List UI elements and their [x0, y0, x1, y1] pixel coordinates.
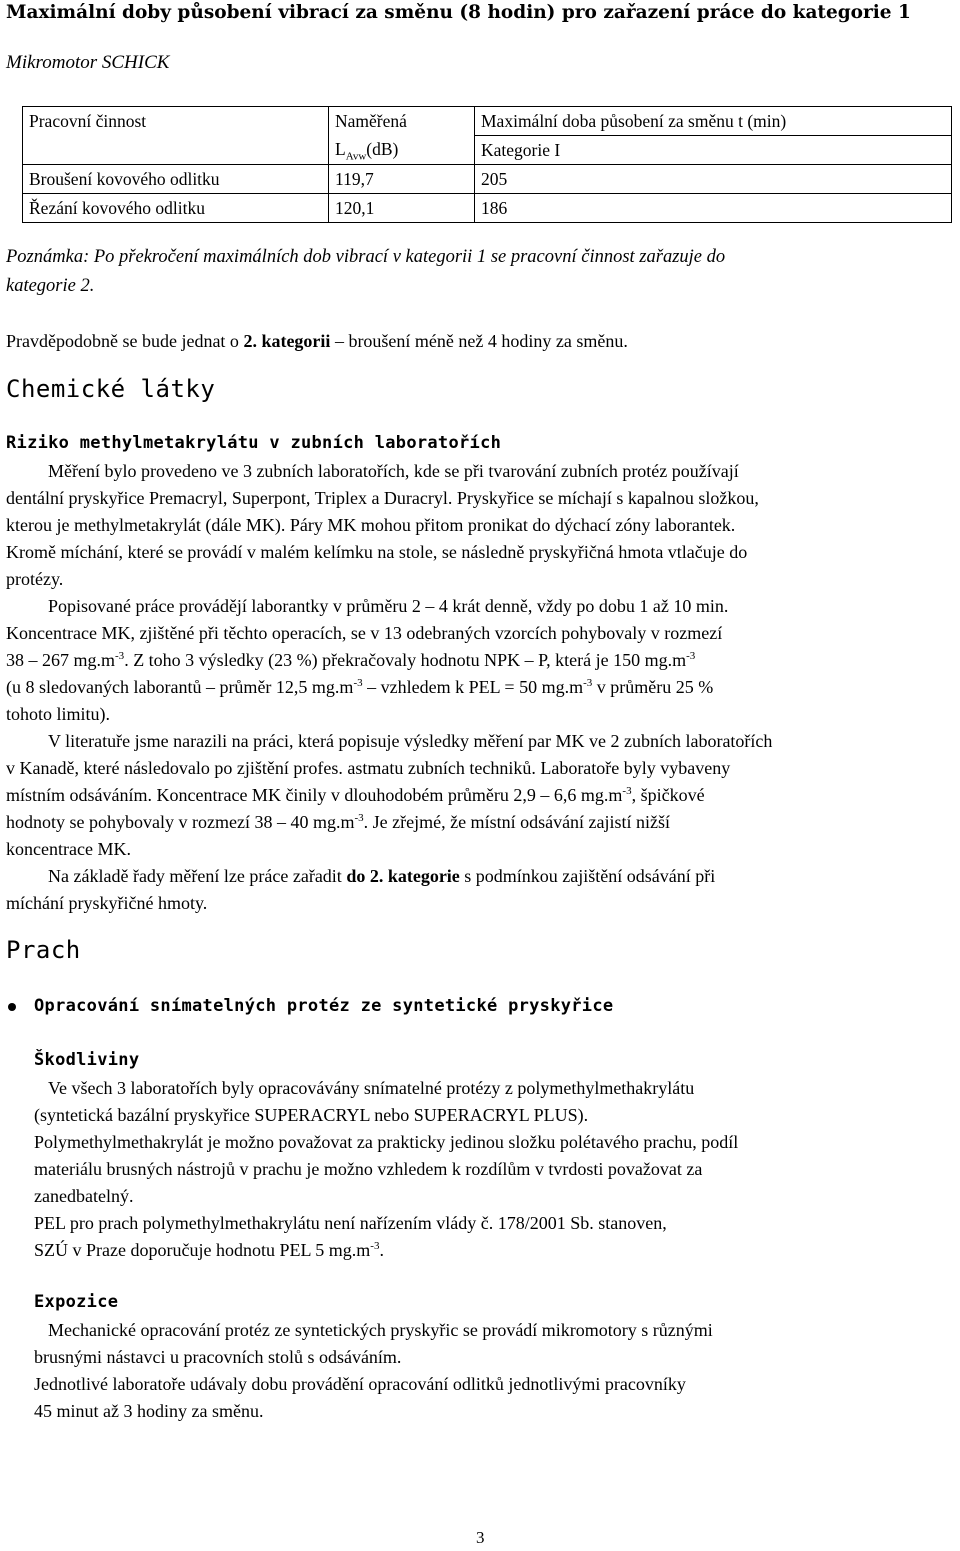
table-row	[23, 165, 952, 194]
cell-activity: Řezání kovového odlitku	[23, 194, 329, 223]
page-number: 3	[476, 1528, 485, 1547]
note-line-2: kategorie 2.	[6, 276, 95, 296]
conclusion-line: Na základě řady měření lze práce zařadit do 2. kategorie s podmínkou zajištění odsávání při	[48, 866, 716, 886]
chem-line: 38 – 267 $mg.m^{-3}$. Z toho 3 výsledky (23 %) překračovaly hodnotu NPK – P, která je 150 $mg.m^{-3}$	[6, 650, 696, 670]
literature-line: V literatuře jsme narazili na práci, která popisuje výsledky měření par MK ve 2 zubních laboratořích	[48, 731, 773, 751]
vibration-table	[22, 106, 952, 223]
chem-line: (u 8 sledovaných laborantů – průměr 12,5 $mg.m^{-3}$ – vzhledem k PEL = 50 $mg.m^{-3}$ v průměru 25 %	[6, 677, 714, 697]
substances-line: Ve všech 3 laboratořích byly opracovávány snímatelné protézy z polymethylmethakrylátu	[48, 1078, 695, 1098]
literature-line: místním odsáváním. Koncentrace MK činily v dlouhodobém průměru 2,9 – 6,6 $mg.m^{-3}$, špičkové	[6, 785, 705, 805]
cell-time: 186	[475, 194, 952, 223]
literature-line: hodnoty se pohybovaly v rozmezí 38 – 40 $mg.m^{-3}$. Je zřejmé, že místní odsávání zajistí nižší	[6, 812, 671, 832]
cell-activity: Broušení kovového odlitku	[23, 165, 329, 194]
table-header-row	[23, 107, 952, 136]
chem-line: Kromě míchání, které se provádí v malém kelímku na stole, se následně pryskyřičná hmota vtlačuje do	[6, 542, 748, 562]
harmful-substances-title: Škodliviny	[34, 1050, 140, 1070]
bullet-title: Opracování snímatelných protéz ze syntetické pryskyřice	[34, 996, 614, 1016]
chem-line: Měření bylo provedeno ve 3 zubních laboratořích, kde se při tvarování zubních protéz používají	[48, 461, 739, 481]
substances-line: zanedbatelný.	[34, 1186, 134, 1206]
header-max-time: Maximální doba působení za směnu t (min)	[475, 107, 952, 136]
exposure-line: Mechanické opracování protéz ze syntetických pryskyřic se provádí mikromotory s různými	[48, 1320, 713, 1340]
bullet-icon	[8, 1003, 16, 1011]
probability-statement: Pravděpodobně se bude jednat o 2. kategorii – broušení méně než 4 hodiny za směnu.	[6, 331, 628, 351]
chem-line: protézy.	[6, 569, 64, 589]
chem-line: kterou je methylmetakrylát (dále MK). Páry MK mohou přitom pronikat do dýchací zóny laborantek.	[6, 515, 736, 535]
literature-line: koncentrace MK.	[6, 839, 131, 859]
conclusion-line: míchání pryskyřičné hmoty.	[6, 893, 208, 913]
chem-line: Popisované práce provádějí laborantky v průměru 2 – 4 krát denně, vždy po dobu 1 až 10 min.	[48, 596, 729, 616]
cell-value: 120,1	[329, 194, 475, 223]
section-title-dust: Prach	[6, 936, 81, 964]
header-measured-unit: $L_{Avw}(dB)$	[329, 136, 475, 165]
substances-line: materiálu brusných nástrojů v prachu je možno vzhledem k rozdílům v tvrdosti považovat za	[34, 1159, 703, 1179]
table-header-row-2	[23, 136, 952, 165]
header-activity: Pracovní činnost	[23, 107, 329, 136]
exposure-title: Expozice	[34, 1292, 119, 1312]
page-heading: Maximální doby působení vibrací za směnu (8 hodin) pro zařazení práce do kategorie 1	[6, 2, 911, 23]
chem-line: tohoto limitu).	[6, 704, 111, 724]
chem-line: dentální pryskyřice Premacryl, Superpont, Triplex a Duracryl. Pryskyřice se míchají s kapalnou složkou,	[6, 488, 759, 508]
substances-line: SZÚ v Praze doporučuje hodnotu PEL 5 $mg.m^{-3}$.	[34, 1240, 384, 1260]
header-measured: Naměřená	[329, 107, 475, 136]
substances-line: PEL pro prach polymethylmethakrylátu není nařízením vlády č. 178/2001 Sb. stanoven,	[34, 1213, 667, 1233]
note-line-1: Poznámka: Po překročení maximálních dob vibrací v kategorii 1 se pracovní činnost zařazuje do	[6, 247, 726, 267]
exposure-line: Jednotlivé laboratoře udávaly dobu provádění opracování odlitků jednotlivými pracovníky	[34, 1374, 686, 1394]
literature-line: v Kanadě, které následovalo po zjištění profes. astmatu zubních techniků. Laboratoře byly vybaveny	[6, 758, 731, 778]
exposure-line: brusnými nástavci u pracovních stolů s odsáváním.	[34, 1347, 402, 1367]
header-category: Kategorie I	[475, 136, 952, 165]
section-title-chemicals: Chemické látky	[6, 375, 216, 403]
chem-line: Koncentrace MK, zjištěné při těchto operacích, se v 13 odebraných vzorcích pohybovaly v rozmezí	[6, 623, 723, 643]
substances-line: Polymethylmethakrylát je možno považovat za prakticky jedinou složku polétavého prachu, podíl	[34, 1132, 739, 1152]
substances-line: (syntetická bazální pryskyřice SUPERACRYL nebo SUPERACRYL PLUS).	[34, 1105, 589, 1125]
table-row	[23, 194, 952, 223]
cell-time: 205	[475, 165, 952, 194]
device-name: Mikromotor SCHICK	[6, 52, 170, 73]
exposure-line: 45 minut až 3 hodiny za směnu.	[34, 1401, 264, 1421]
cell-value: 119,7	[329, 165, 475, 194]
risk-title: Riziko methylmetakrylátu v zubních laboratořích	[6, 433, 502, 453]
